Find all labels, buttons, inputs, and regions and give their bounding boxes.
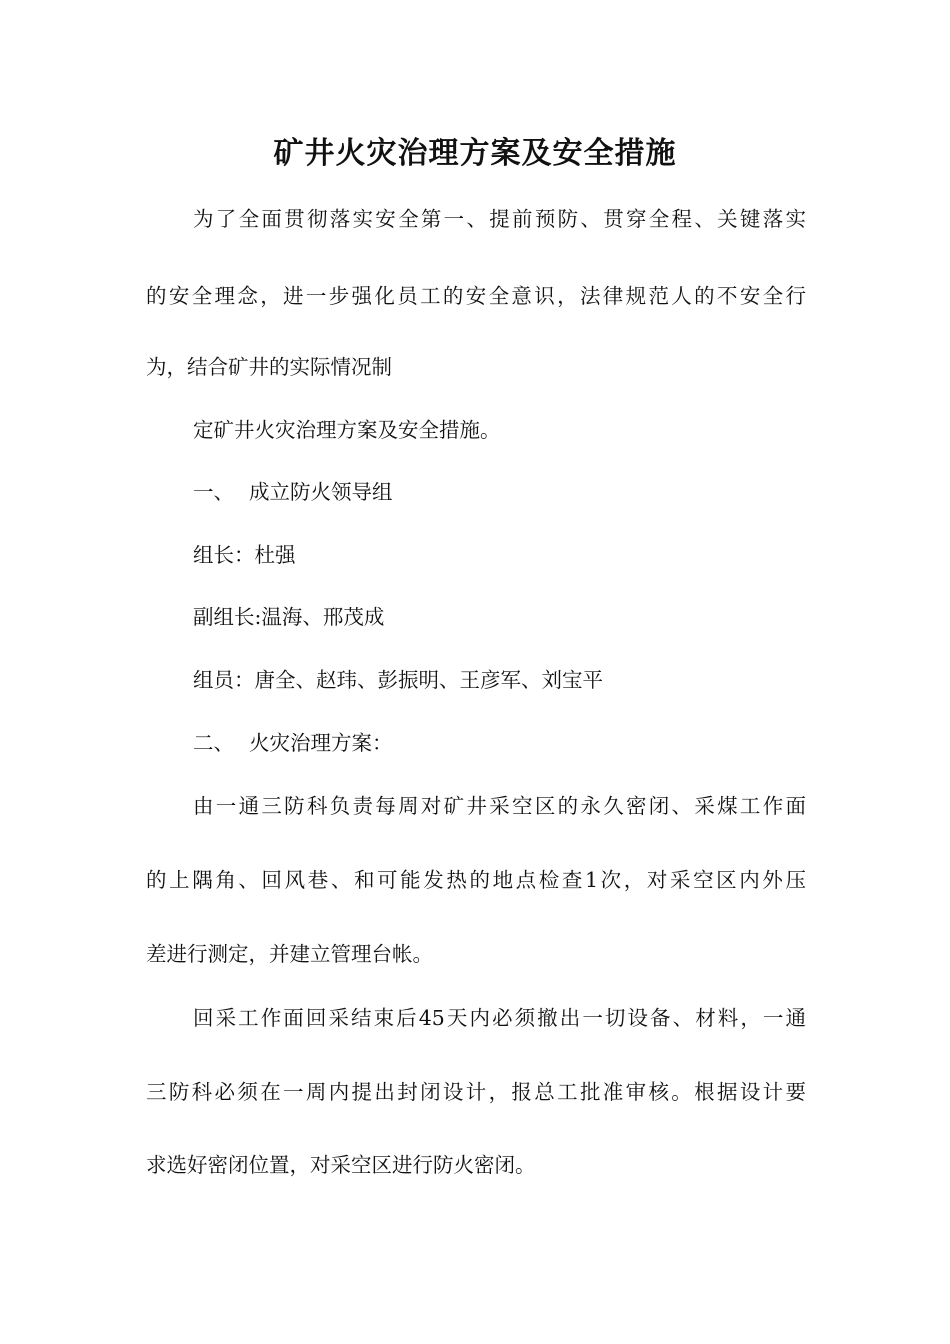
section-heading-1: [193, 482, 393, 503]
paragraph-line-4: 定矿井火灾治理方案及安全措施。: [193, 418, 501, 442]
paragraph-line-10: 差进行测定，并建立管理台帐。: [146, 942, 433, 966]
members-line: 组员：唐全、赵玮、彭振明、王彦军、刘宝平: [193, 668, 603, 692]
paragraph-line-11: 回采工作面回采结束后45天内必须撤出一切设备、材料，一通: [193, 1006, 806, 1030]
paragraph-line-1: 为了全面贯彻落实安全第一、提前预防、贯穿全程、关键落实: [193, 207, 806, 231]
paragraph-line-2: 的安全理念，进一步强化员工的安全意识，法律规范人的不安全行: [146, 284, 806, 308]
paragraph-line-3: 为，结合矿井的实际情况制: [146, 355, 392, 379]
page-title: 矿井火灾治理方案及安全措施: [273, 136, 677, 171]
paragraph-line-12: 三防科必须在一周内提出封闭设计，报总工批准审核。根据设计要: [146, 1080, 806, 1104]
section-number-1: 一、: [193, 480, 234, 504]
section-heading-2: [193, 733, 393, 754]
section-number-2: 二、: [193, 731, 234, 755]
paragraph-line-9: 的上隅角、回风巷、和可能发热的地点检查1次，对采空区内外压: [146, 868, 806, 892]
deputy-leader-line: 副组长:温海、邢茂成: [193, 605, 385, 629]
section-title-2: 火灾治理方案：: [249, 731, 393, 755]
leader-line: 组长：杜强: [193, 543, 296, 567]
paragraph-line-8: 由一通三防科负责每周对矿井采空区的永久密闭、采煤工作面: [193, 794, 806, 818]
section-title-1: 成立防火领导组: [249, 480, 393, 504]
paragraph-line-13: 求选好密闭位置，对采空区进行防火密闭。: [146, 1153, 536, 1177]
